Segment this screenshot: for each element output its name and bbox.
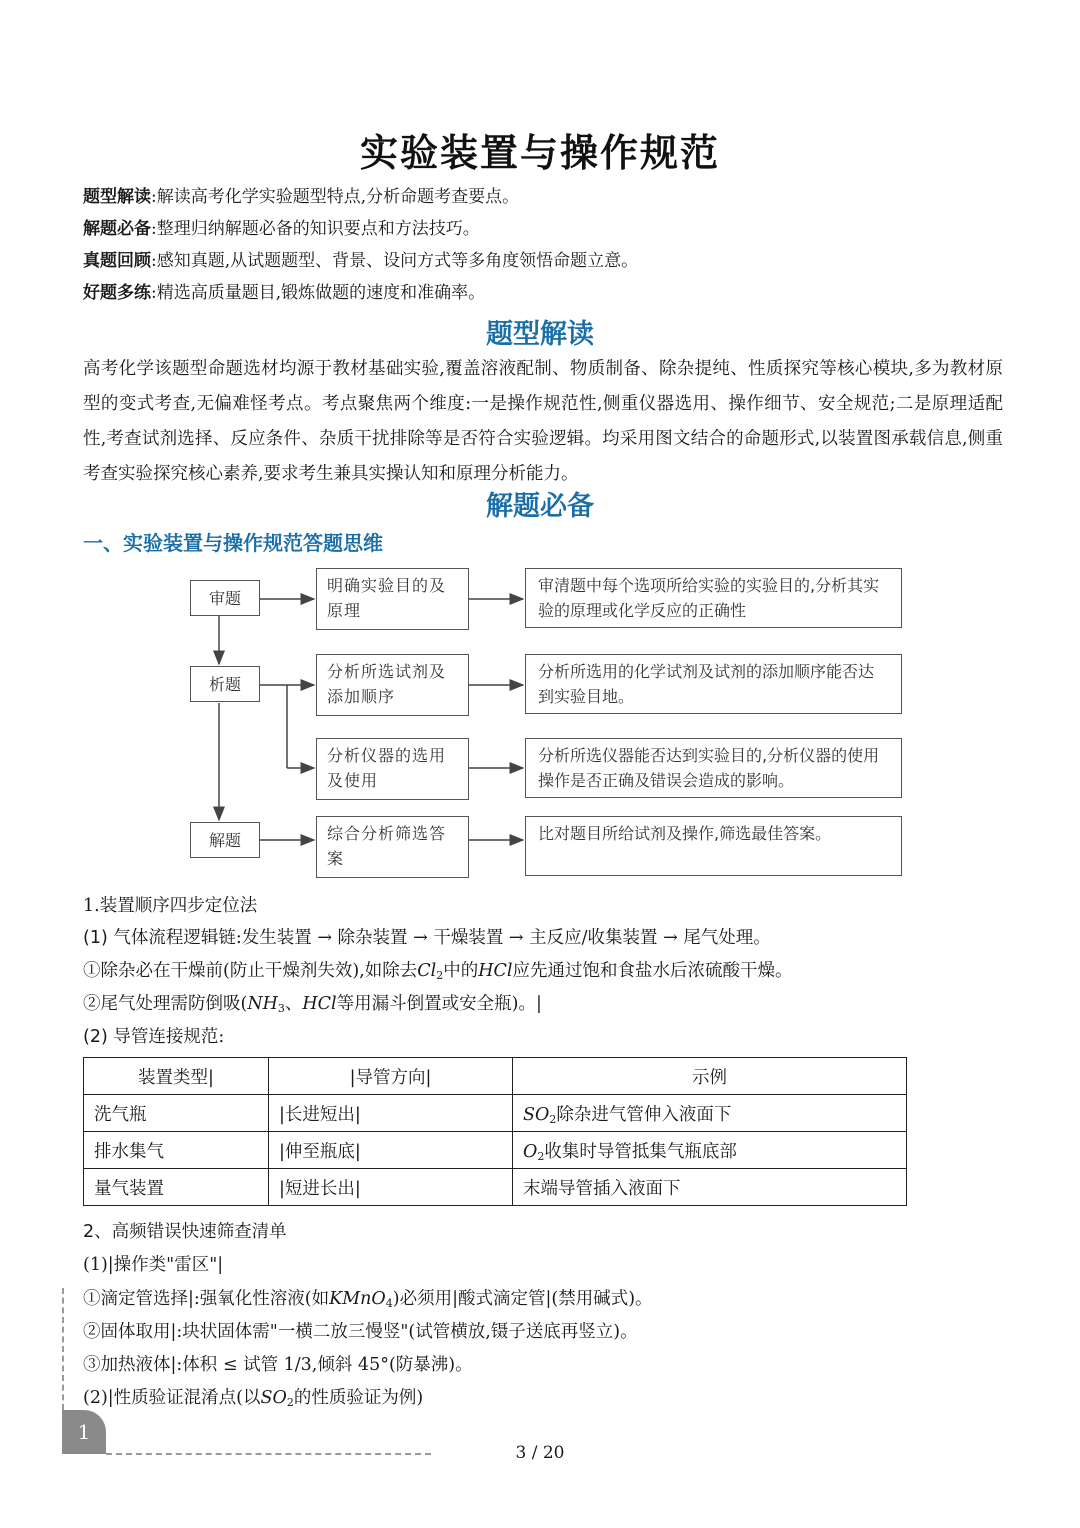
table-cell — [513, 1132, 907, 1169]
table-cell: |短进长出| — [269, 1169, 513, 1206]
sub-heading: 一、实验装置与操作规范答题思维 — [83, 531, 383, 555]
formula: SO — [260, 1388, 287, 1408]
text-segment: 除杂进气管伸入液面下 — [556, 1104, 732, 1125]
tube-rule-label: (2) 导管连接规范 — [83, 1027, 219, 1047]
table-header: 示例 — [513, 1058, 907, 1095]
text-segment: 应先通过饱和食盐水后浓硫酸干燥。 — [512, 961, 793, 981]
gas-flow-label: (1) 气体流程逻辑链 — [83, 928, 236, 948]
corner-tab: 1 — [62, 1410, 106, 1454]
step-box-review: 审题 — [190, 580, 260, 616]
table-cell: 量气装置 — [84, 1169, 269, 1206]
step-box-analyze: 析题 — [190, 666, 260, 702]
formula: HCl — [478, 961, 513, 981]
formula: O — [523, 1141, 538, 1162]
table-cell — [513, 1169, 907, 1206]
checklist-item-d: ③加热液体|:体积 ≤ 试管 1/3,倾斜 45°(防暴沸)。 — [83, 1355, 473, 1375]
text-segment: 的性质验证为例) — [293, 1388, 424, 1408]
text-segment: 等用漏斗倒置或安全瓶)。| — [336, 994, 542, 1014]
subscript: 4 — [385, 1297, 393, 1310]
text-segment: 、 — [284, 994, 303, 1014]
table-row — [84, 1095, 907, 1132]
table-cell: 排水集气 — [84, 1132, 269, 1169]
text-segment: : — [218, 1027, 225, 1047]
tube-connection-table — [83, 1057, 907, 1206]
intro-label: 题型解读 — [83, 187, 151, 207]
section-paragraph: 高考化学该题型命题选材均源于教材基础实验,覆盖溶液配制、物质制备、除杂提纯、性质探究等核心模块,多为教材原型的变式考查,无偏难怪考点。考点聚焦两个维度:一是操作规范性,侧重仪器选用、操作细节、安全规范;二是原理适配性,考查试剂选择、反应条件、杂质干扰排除等是否符合实验逻辑。均采用图文结合的命题形式,以装置图承载信息,侧重考查实验探究核心素养,要求考生兼具实操认知和原理分析能力。 — [83, 359, 1003, 484]
detail-box-4: 比对题目所给试剂及操作,筛选最佳答案。 — [525, 816, 902, 876]
intro-line-3 — [83, 249, 638, 273]
formula: Cl — [417, 961, 437, 981]
text-segment: )必须用|酸式滴定管|(禁用碱式)。 — [392, 1289, 653, 1309]
intro-text: :解读高考化学实验题型特点,分析命题考查要点。 — [151, 187, 520, 207]
subscript: 2 — [286, 1396, 294, 1409]
page-number: 3 / 20 — [515, 1443, 565, 1463]
detail-box-2: 分析所选用的化学试剂及试剂的添加顺序能否达到实验目地。 — [525, 654, 902, 714]
text-segment: 收集时导管抵集气瓶底部 — [544, 1141, 737, 1162]
table-header: |导管方向| — [269, 1058, 513, 1095]
middle-box-1: 明确实验目的及原理 — [316, 568, 469, 630]
middle-box-2: 分析所选试剂及添加顺序 — [316, 654, 469, 716]
text-segment: ②尾气处理需防倒吸( — [83, 994, 248, 1014]
text-segment: ①除杂必在干燥前(防止干燥剂失效),如除去 — [83, 961, 418, 981]
intro-line-4 — [83, 281, 485, 305]
formula: NH — [247, 994, 278, 1014]
section-heading-1: 题型解读 — [486, 319, 594, 350]
impurity-line — [83, 958, 792, 989]
gas-flow-text: :发生装置 → 除杂装置 → 干燥装置 → 主反应/收集装置 → 尾气处理。 — [235, 928, 771, 948]
middle-box-4: 综合分析筛选答案 — [316, 816, 469, 878]
intro-label: 真题回顾 — [83, 251, 151, 271]
intro-line-2 — [83, 217, 480, 241]
table-header: 装置类型| — [84, 1058, 269, 1095]
text-segment: ①滴定管选择|:强氧化性溶液(如 — [83, 1289, 330, 1309]
table-cell: |伸至瓶底| — [269, 1132, 513, 1169]
formula: SO — [523, 1104, 550, 1125]
detail-box-1: 审清题中每个选项所给实验的实验目的,分析其实验的原理或化学反应的正确性 — [525, 568, 902, 628]
margin-dash-vertical — [62, 1288, 64, 1410]
table-cell: 洗气瓶 — [84, 1095, 269, 1132]
checklist-item-a: (1)|操作类"雷区"| — [83, 1255, 224, 1275]
middle-box-3: 分析仪器的选用及使用 — [316, 738, 469, 800]
table-header-row — [84, 1058, 907, 1095]
checklist-item-c: ②固体取用|:块状固体需"一横二放三慢竖"(试管横放,镊子送底再竖立)。 — [83, 1322, 638, 1342]
method-title: 1.装置顺序四步定位法 — [83, 896, 258, 916]
page-title: 实验装置与操作规范 — [359, 131, 720, 175]
checklist-item-b — [83, 1286, 653, 1317]
text-segment: 末端导管插入液面下 — [523, 1178, 681, 1199]
intro-text: :精选高质量题目,锻炼做题的速度和准确率。 — [151, 283, 486, 303]
text-segment: (2)|性质验证混淆点(以 — [83, 1388, 261, 1408]
section-heading-2: 解题必备 — [486, 491, 594, 522]
intro-line-1 — [83, 185, 519, 209]
table-cell: |长进短出| — [269, 1095, 513, 1132]
step-box-solve: 解题 — [190, 822, 260, 858]
subscript: 2 — [549, 1112, 557, 1126]
intro-text: :整理归纳解题必备的知识要点和方法技巧。 — [151, 219, 480, 239]
intro-label: 解题必备 — [83, 219, 151, 239]
checklist-item-e — [83, 1385, 423, 1416]
subscript: 2 — [436, 969, 444, 982]
formula: HCl — [302, 994, 337, 1014]
tube-rule-line — [83, 1024, 224, 1050]
table-row — [84, 1132, 907, 1169]
intro-text: :感知真题,从试题题型、背景、设问方式等多角度领悟命题立意。 — [151, 251, 639, 271]
table-cell — [513, 1095, 907, 1132]
text-segment: 中的 — [443, 961, 479, 981]
formula: KMnO — [329, 1289, 386, 1309]
subscript: 3 — [277, 1002, 285, 1015]
subscript: 2 — [537, 1149, 545, 1163]
checklist-heading: 2、高频错误快速筛查清单 — [83, 1222, 287, 1242]
tail-gas-line — [83, 991, 542, 1022]
gas-flow-line — [83, 925, 771, 951]
table-row — [84, 1169, 907, 1206]
intro-label: 好题多练 — [83, 283, 151, 303]
detail-box-3: 分析所选仪器能否达到实验目的,分析仪器的使用操作是否正确及错误会造成的影响。 — [525, 738, 902, 798]
